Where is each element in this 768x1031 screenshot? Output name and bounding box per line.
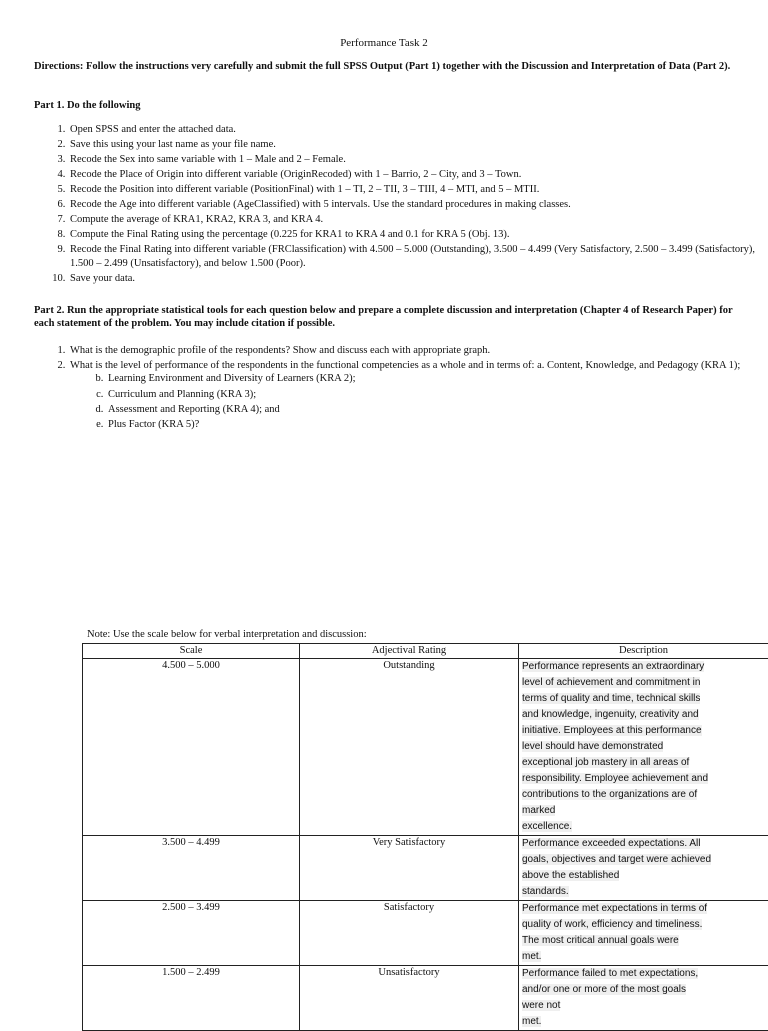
description-line: responsibility. Employee achievement and <box>522 773 708 784</box>
description-cell <box>519 966 768 1031</box>
rating-cell: Satisfactory <box>300 901 519 966</box>
directions-text: Directions: Follow the instructions very carefully and submit the full SPSS Output (Part 1) together with the Discussion and Interpretation of Data (Part 2). <box>34 60 734 73</box>
step-item: 5. Recode the Position into different variable (PositionFinal) with 1 – TI, 2 – TII, 3 – TIII, 4 – MTI, and 5 – MTII. <box>68 183 768 196</box>
description-line: level should have demonstrated <box>522 741 663 752</box>
description-line: Performance failed to met expectations, <box>522 968 698 979</box>
scale-cell: 2.500 – 3.499 <box>83 901 300 966</box>
table-row <box>83 901 768 966</box>
scale-note: Note: Use the scale below for verbal interpretation and discussion: <box>87 628 367 641</box>
table-row <box>83 966 768 1031</box>
table-row <box>83 836 768 901</box>
description-line: exceptional job mastery in all areas of <box>522 757 689 768</box>
step-item: 6. Recode the Age into different variable (AgeClassified) with 5 intervals. Use the standard procedures in making classes. <box>68 198 768 211</box>
scale-cell: 1.500 – 2.499 <box>83 966 300 1031</box>
kra-subitem: d. Assessment and Reporting (KRA 4); and <box>106 403 768 416</box>
table-header-row <box>83 644 768 659</box>
description-cell <box>519 901 768 966</box>
step-item: 7. Compute the average of KRA1, KRA2, KRA 3, and KRA 4. <box>68 213 768 226</box>
step-item: 2. Save this using your last name as your file name. <box>68 138 768 151</box>
column-header-rating: Adjectival Rating <box>300 644 519 659</box>
column-header-scale: Scale <box>83 644 300 659</box>
kra-subitem: c. Curriculum and Planning (KRA 3); <box>106 388 768 401</box>
description-line: excellence. <box>522 821 572 832</box>
kra-subitem: e. Plus Factor (KRA 5)? <box>106 418 768 431</box>
part1-steps-list <box>34 123 768 287</box>
question-item <box>68 359 768 431</box>
description-line: met. <box>522 951 541 962</box>
description-line: contributions to the organizations are of <box>522 789 697 800</box>
column-header-description: Description <box>519 644 768 659</box>
description-line: quality of work, efficiency and timeliness. <box>522 919 702 930</box>
description-line: Performance exceeded expectations. All <box>522 838 700 849</box>
part1-heading: Part 1. Do the following <box>34 99 140 112</box>
part2-heading: Part 2. Run the appropriate statistical tools for each question below and prepare a complete discussion and interpretation (Chapter 4 of Research Paper) for each statement of the problem. You may include citation if possible. <box>34 304 734 331</box>
description-line: Performance met expectations in terms of <box>522 903 707 914</box>
part2-questions-list <box>34 344 768 433</box>
description-line: standards. <box>522 886 569 897</box>
description-line: level of achievement and commitment in <box>522 677 700 688</box>
step-item: 8. Compute the Final Rating using the percentage (0.225 for KRA1 to KRA 4 and 0.1 for KRA 5 (Obj. 13). <box>68 228 768 241</box>
description-line: marked <box>522 805 555 816</box>
kra-sublist <box>70 372 768 431</box>
description-cell <box>519 836 768 901</box>
step-item: 4. Recode the Place of Origin into different variable (OriginRecoded) with 1 – Barrio, 2 – City, and 3 – Town. <box>68 168 768 181</box>
question-text: What is the level of performance of the respondents in the functional competencies as a whole and in terms of: a. Content, Knowledge, and Pedagogy (KRA 1); <box>70 360 740 371</box>
description-line: terms of quality and time, technical skills <box>522 693 700 704</box>
step-item: 10. Save your data. <box>68 272 768 285</box>
document-title: Performance Task 2 <box>0 36 768 50</box>
description-line: The most critical annual goals were <box>522 935 679 946</box>
description-line: initiative. Employees at this performance <box>522 725 702 736</box>
description-line: goals, objectives and target were achieved <box>522 854 711 865</box>
description-line: and/or one or more of the most goals <box>522 984 686 995</box>
step-item: 1. Open SPSS and enter the attached data. <box>68 123 768 136</box>
kra-subitem: b. Learning Environment and Diversity of Learners (KRA 2); <box>106 372 768 385</box>
description-line: and knowledge, ingenuity, creativity and <box>522 709 699 720</box>
description-cell <box>519 659 768 836</box>
rating-scale-table <box>82 643 768 1031</box>
description-line: Performance represents an extraordinary <box>522 661 704 672</box>
description-line: above the established <box>522 870 619 881</box>
description-line: were not <box>522 1000 560 1011</box>
table-row <box>83 659 768 836</box>
rating-cell: Unsatisfactory <box>300 966 519 1031</box>
scale-cell: 4.500 – 5.000 <box>83 659 300 836</box>
step-item: 9. Recode the Final Rating into different variable (FRClassification) with 4.500 – 5.000 (Outstanding), 3.500 – 4.499 (Very Satisfactory, 2.500 – 3.499 (Satisfactory), 1.500 – 2.499 (Unsatisfactory), and below 1.500 (Poor). <box>68 243 768 270</box>
description-line: met. <box>522 1016 541 1027</box>
step-item: 3. Recode the Sex into same variable with 1 – Male and 2 – Female. <box>68 153 768 166</box>
scale-cell: 3.500 – 4.499 <box>83 836 300 901</box>
rating-cell: Outstanding <box>300 659 519 836</box>
rating-cell: Very Satisfactory <box>300 836 519 901</box>
question-item: 1. What is the demographic profile of the respondents? Show and discuss each with appropriate graph. <box>68 344 768 357</box>
